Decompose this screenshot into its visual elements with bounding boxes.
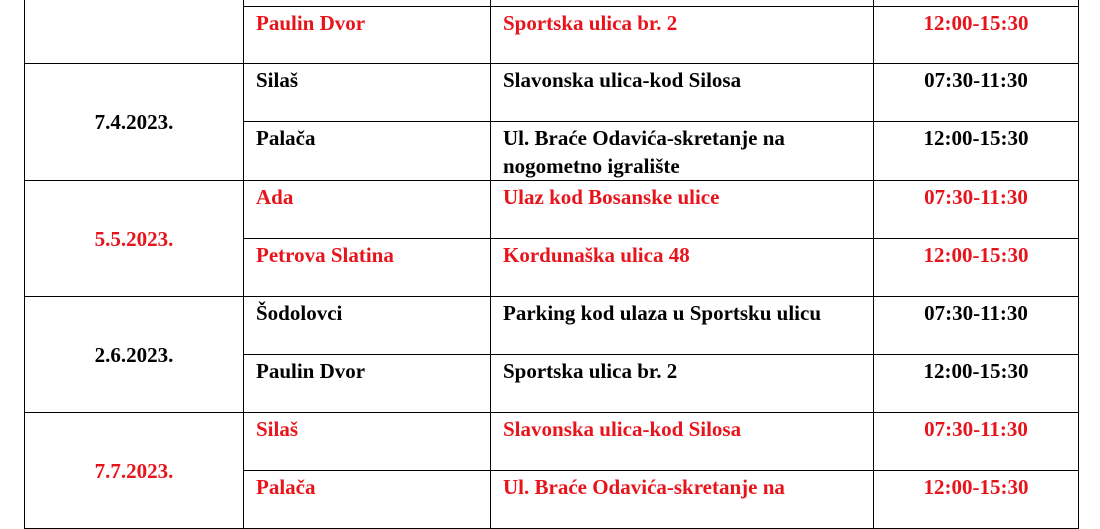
address-cell: Ul. Braće Odavića-skretanje na bbox=[491, 471, 874, 529]
date-cell: 2.6.2023. bbox=[25, 297, 244, 413]
table-row bbox=[25, 297, 1079, 355]
place-cell: Palača bbox=[244, 471, 491, 529]
place-cell: Silaš bbox=[244, 413, 491, 471]
time-cell: 12:00-15:30 bbox=[874, 239, 1079, 297]
schedule-table bbox=[24, 0, 1079, 529]
time-cell: 07:30-11:30 bbox=[874, 413, 1079, 471]
place-cell: Paulin Dvor bbox=[244, 355, 491, 413]
time-cell: 12:00-15:30 bbox=[874, 7, 1079, 64]
table-row bbox=[25, 64, 1079, 122]
time-cell: 12:00-15:30 bbox=[874, 355, 1079, 413]
time-cell: 07:30-11:30 bbox=[874, 297, 1079, 355]
place-cell: Silaš bbox=[244, 64, 491, 122]
date-cell bbox=[25, 0, 244, 64]
address-cell: Kordunaška ulica 48 bbox=[491, 239, 874, 297]
place-cell: Palača bbox=[244, 122, 491, 181]
address-cell: Ul. Braće Odavića-skretanje na nogometno igralište bbox=[491, 122, 874, 181]
address-cell: Slavonska ulica-kod Silosa bbox=[491, 64, 874, 122]
time-cell: 07:30-11:30 bbox=[874, 181, 1079, 239]
place-cell: Ada bbox=[244, 181, 491, 239]
table-row bbox=[25, 181, 1079, 239]
address-cell: Sportska ulica br. 2 bbox=[491, 7, 874, 64]
time-cell: 07:30-11:30 bbox=[874, 64, 1079, 122]
time-cell: 12:00-15:30 bbox=[874, 122, 1079, 181]
place-cell: Šodolovci bbox=[244, 297, 491, 355]
place-cell: Petrova Slatina bbox=[244, 239, 491, 297]
address-cell: Ulaz kod Bosanske ulice bbox=[491, 181, 874, 239]
date-cell: 7.7.2023. bbox=[25, 413, 244, 529]
address-cell: Slavonska ulica-kod Silosa bbox=[491, 413, 874, 471]
time-cell: 12:00-15:30 bbox=[874, 471, 1079, 529]
address-cell: Sportska ulica br. 2 bbox=[491, 355, 874, 413]
date-cell: 5.5.2023. bbox=[25, 181, 244, 297]
table-row bbox=[25, 413, 1079, 471]
place-cell: Paulin Dvor bbox=[244, 7, 491, 64]
address-cell: Parking kod ulaza u Sportsku ulicu bbox=[491, 297, 874, 355]
date-cell: 7.4.2023. bbox=[25, 64, 244, 181]
